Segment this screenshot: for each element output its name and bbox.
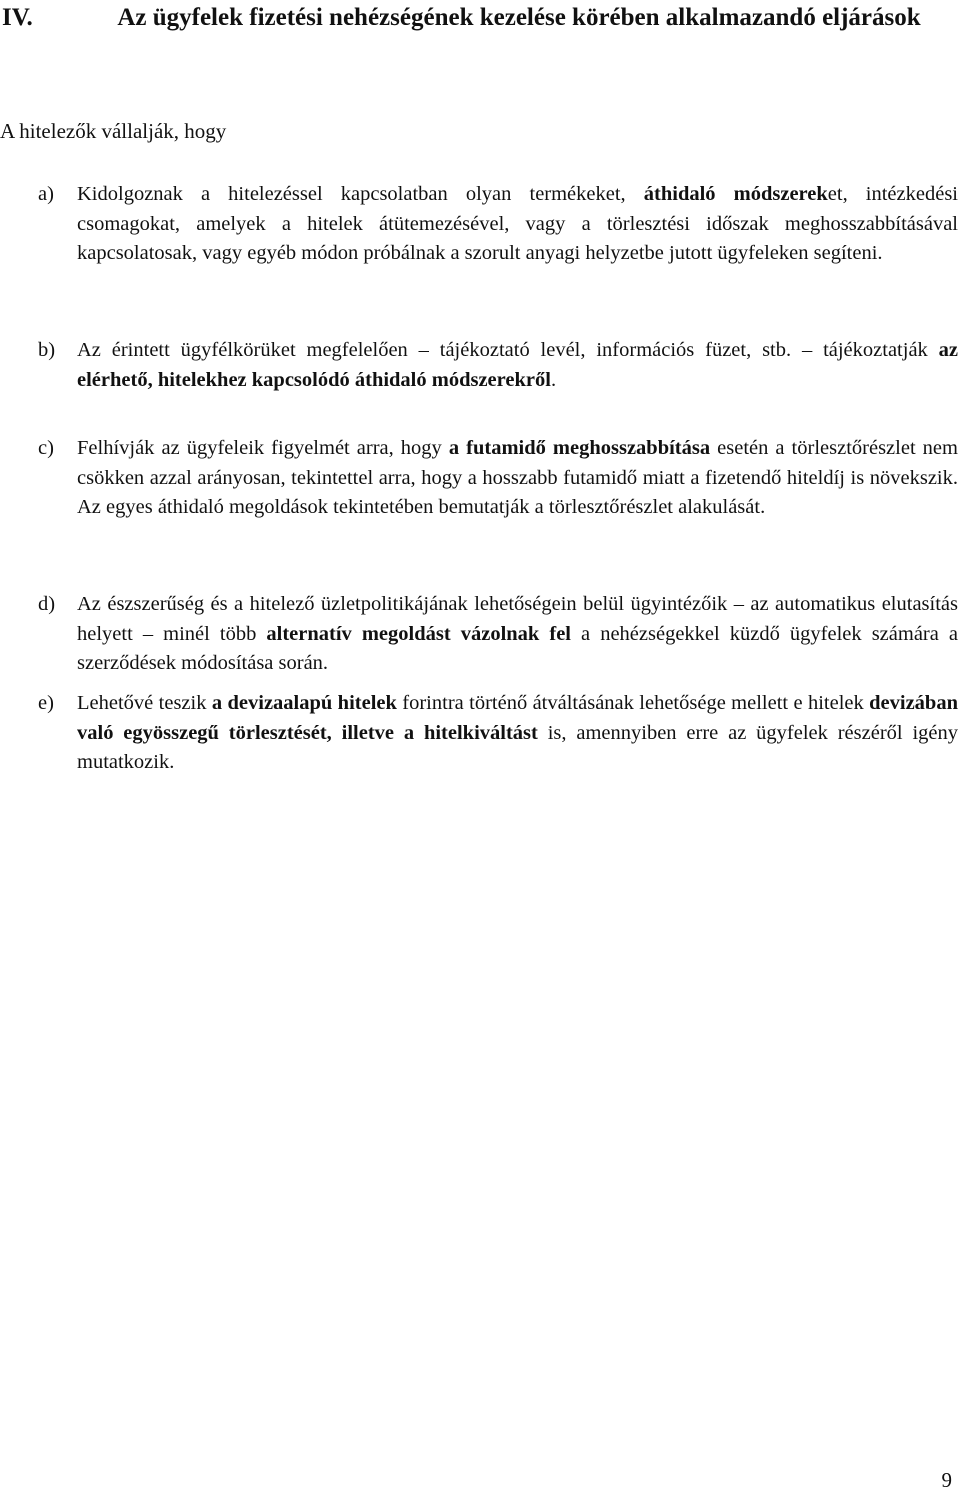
list-item-body	[77, 336, 958, 395]
list-item-b	[0, 336, 958, 395]
emphasized-text: devizában való egyösszegű törlesztését, illetve a hitelkiváltást	[77, 692, 958, 744]
list-item-body	[77, 689, 958, 778]
list-item-a	[0, 180, 958, 269]
body-text: et, intézkedési csomagokat, amelyek a hitelek átütemezésével, vagy a törlesztési időszak meghosszabbításával kapcsolatosak, vagy egyéb módon próbálnak a szorult anyagi helyzetbe jutott ügyfeleken segíteni.	[77, 183, 959, 264]
body-text: a nehézségekkel küzdő ügyfelek számára a szerződések módosítása során.	[77, 622, 958, 674]
body-text: Az érintett ügyfélkörüket megfelelően – tájékoztató levél, információs füzet, stb. – tájékoztatják	[77, 339, 939, 361]
emphasized-text: a devizaalapú hitelek	[211, 692, 397, 714]
list-item-d	[0, 590, 958, 679]
list-item-body	[77, 180, 958, 269]
body-text: Lehetővé teszik	[77, 692, 212, 714]
list-item-letter: e)	[38, 692, 54, 714]
body-text: esetén a törlesztőrészlet nem csökken azzal arányosan, tekintettel arra, hogy a hosszabb futamidő miatt a fizetendő hiteldíj is növekszik. Az egyes áthidaló megoldások tekintetében bemutatják a törlesztőrészlet alakulását.	[77, 437, 958, 518]
emphasized-text: alternatív megoldást vázolnak fel	[266, 622, 571, 645]
body-text: Felhívják az ügyfeleik figyelmét arra, hogy	[77, 437, 449, 459]
page-number: 9	[941, 1468, 952, 1492]
list-item-letter: c)	[38, 437, 54, 459]
list-item-letter: d)	[38, 593, 56, 615]
list-item-letter: a)	[38, 183, 54, 205]
list-item-c	[0, 434, 958, 523]
body-text: Az észszerűség és a hitelező üzletpolitikájának lehetőségein belül ügyintézőik – az automatikus elutasítás helyett – minél több	[77, 593, 958, 645]
list-item-letter: b)	[38, 339, 56, 361]
body-text: .	[550, 368, 557, 391]
section-title: Az ügyfelek fizetési nehézségének kezelése körében alkalmazandó eljárások	[117, 4, 921, 31]
list-item-body	[77, 434, 958, 523]
section-number: IV.	[2, 4, 33, 31]
body-text: is, amennyiben erre az ügyfelek részéről igény mutatkozik.	[77, 721, 958, 773]
body-text: forintra történő átváltásának lehetősége mellett e hitelek	[396, 692, 870, 714]
list-item-e	[0, 689, 958, 778]
list-item-body	[77, 590, 958, 679]
emphasized-text: a futamidő meghosszabbítása	[448, 437, 711, 459]
emphasized-text: az elérhető, hitelekhez kapcsolódó áthidaló módszerekről	[77, 339, 958, 391]
body-text: Kidolgoznak a hitelezéssel kapcsolatban olyan termékeket,	[77, 183, 644, 205]
intro-text: A hitelezők vállalják, hogy	[0, 119, 227, 143]
emphasized-text: áthidaló módszerek	[643, 183, 828, 205]
